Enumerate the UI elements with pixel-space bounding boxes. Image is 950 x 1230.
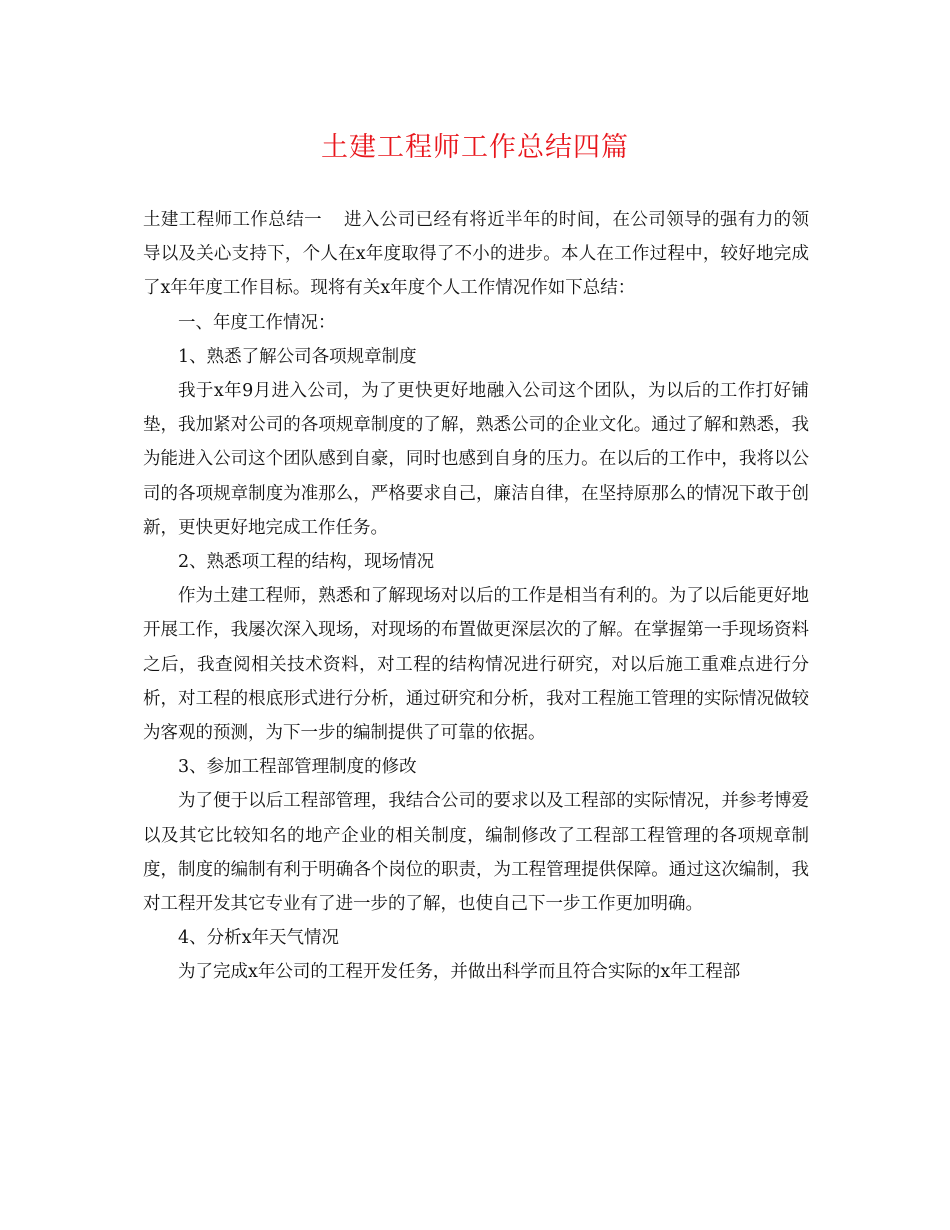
item-paragraph-2: 作为土建工程师，熟悉和了解现场对以后的工作是相当有利的。为了以后能更好地开展工作，我屡次深入现场，对现场的布置做更深层次的了解。在掌握第一手现场资料之后，我查阅相关技术资料，对工程的结构情况进行研究，对以后施工重难点进行分析，对工程的根底形式进行分析，通过研究和分析，我对工程施工管理的实际情况做较为客观的预测，为下一步的编制提供了可靠的依据。 <box>143 586 809 744</box>
item-heading-4: 4、分析x年天气情况 <box>178 928 340 949</box>
item-paragraph-1: 我于x年9月进入公司，为了更快更好地融入公司这个团队，为以后的工作打好铺垫，我加紧对公司的各项规章制度的了解，熟悉公司的企业文化。通过了解和熟悉，我为能进入公司这个团队感到自豪，同时也感到自身的压力。在以后的工作中，我将以公司的各项规章制度为准那么，严格要求自己，廉洁自律，在坚持原那么的情况下敢于创新，更快更好地完成工作任务。 <box>143 381 809 538</box>
item-heading-2: 2、熟悉项工程的结构，现场情况 <box>178 552 435 573</box>
item-heading-3: 3、参加工程部管理制度的修改 <box>178 757 417 778</box>
document-body <box>143 203 809 990</box>
item-paragraph-4: 为了完成x年公司的工程开发任务，并做出科学而且符合实际的x年工程部 <box>178 962 741 983</box>
intro-paragraph <box>143 203 809 306</box>
intro-text: 进入公司已经有将近半年的时间，在公司领导的强有力的领导以及关心支持下，个人在x年度取得了不小的进步。本人在工作过程中，较好地完成了x年年度工作目标。现将有关x年度个人工作情况作如下总结： <box>143 210 809 299</box>
item-paragraph-3: 为了便于以后工程部管理，我结合公司的要求以及工程部的实际情况，并参考博爱以及其它比较知名的地产企业的相关制度，编制修改了工程部工程管理的各项规章制度，制度的编制有利于明确各个岗位的职责，为工程管理提供保障。通过这次编制，我对工程开发其它专业有了进一步的了解，也使自己下一步工作更加明确。 <box>143 791 809 915</box>
document-title: 土建工程师工作总结四篇 <box>321 132 629 163</box>
item-heading-1: 1、熟悉了解公司各项规章制度 <box>178 346 417 367</box>
intro-label: 土建工程师工作总结一 <box>143 210 322 230</box>
section-heading: 一、年度工作情况： <box>178 312 336 333</box>
